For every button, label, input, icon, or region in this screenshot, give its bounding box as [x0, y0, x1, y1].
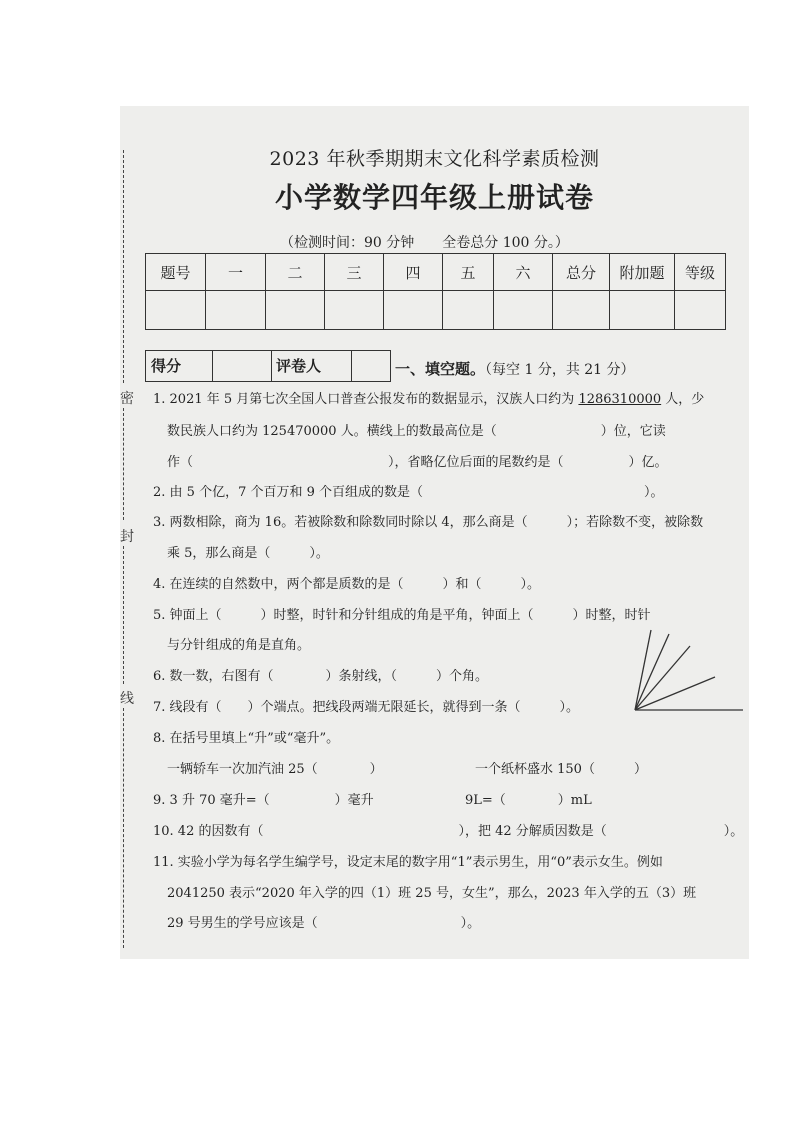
question-5-line-1: 5. 钟面上（ ）时整，时针和分针组成的角是平角，钟面上（ ）时整，时针 [153, 608, 651, 623]
seal-char-feng: 封 [120, 529, 134, 545]
score-table [145, 253, 726, 330]
underlined-number: 1286310000 [578, 392, 662, 407]
question-11-line-1: 11. 实验小学为每名学生编学号，设定末尾的数字用“1”表示男生，用“0”表示女生。例如 [153, 855, 663, 870]
score-blank-cell [675, 291, 726, 330]
score-blank-cell [443, 291, 494, 330]
question-5-line-2: 与分针组成的角是直角。 [167, 638, 311, 653]
exam-paper [120, 106, 749, 959]
score-blank-cell [266, 291, 325, 330]
score-label: 得分 [151, 357, 182, 375]
rays-figure [625, 624, 745, 714]
section-note: （每空 1 分，共 21 分） [485, 362, 635, 378]
question-10: 10. 42 的因数有（ ），把 42 分解质因数是（ ）。 [153, 824, 744, 839]
box-divider [351, 351, 352, 381]
question-1-text-end: 人，少 [665, 392, 705, 407]
seal-char-xian: 线 [120, 691, 134, 707]
question-1-text: 1. 2021 年 5 月第七次全国人口普查公报发布的数据显示，汉族人口约为 [153, 392, 575, 407]
section-title: 一、填空题。 [395, 360, 486, 378]
seal-char-mi: 密 [120, 391, 134, 407]
seal-dash-line [123, 546, 124, 684]
question-1-line-3: 作（ ），省略亿位后面的尾数约是（ ）亿。 [167, 455, 668, 470]
score-header-cell: 三 [325, 254, 384, 291]
exam-title: 小学数学四年级上册试卷 [274, 181, 594, 214]
box-divider [271, 351, 272, 381]
score-header-cell: 六 [494, 254, 553, 291]
score-header-cell: 二 [266, 254, 325, 291]
exam-info: （检测时间：90 分钟 全卷总分 100 分。） [280, 235, 569, 251]
question-7: 7. 线段有（ ）个端点。把线段两端无限延长，就得到一条（ ）。 [153, 700, 580, 715]
seal-dash-line [123, 708, 124, 948]
score-blank-cell [553, 291, 610, 330]
score-header-cell: 四 [384, 254, 443, 291]
score-table-header-row [146, 254, 726, 291]
question-11-line-2: 2041250 表示“2020 年入学的四（1）班 25 号，女生”，那么，2023 年入学的五（3）班 [167, 886, 697, 901]
grader-label: 评卷人 [276, 357, 322, 375]
score-header-cell: 题号 [146, 254, 206, 291]
score-blank-cell [206, 291, 266, 330]
question-8-item-b: 一个纸杯盛水 150（ ） [475, 762, 647, 777]
score-header-cell: 附加题 [610, 254, 675, 291]
question-8-item-a: 一辆轿车一次加汽油 25（ ） [167, 762, 383, 777]
score-blank-cell [494, 291, 553, 330]
score-table-blank-row [146, 291, 726, 330]
ray-line [635, 630, 651, 710]
box-divider [212, 351, 213, 381]
section-heading [395, 358, 635, 379]
question-2: 2. 由 5 个亿，7 个百万和 9 个百组成的数是（ ）。 [153, 485, 664, 500]
question-8-title: 8. 在括号里填上“升”或“毫升”。 [153, 731, 340, 746]
score-blank-cell [325, 291, 384, 330]
question-4: 4. 在连续的自然数中，两个都是质数的是（ ）和（ ）。 [153, 577, 541, 592]
question-1-line-2: 数民族人口约为 125470000 人。横线上的数最高位是（ ）位，它读 [167, 424, 666, 439]
score-header-cell: 总分 [553, 254, 610, 291]
question-6: 6. 数一数，右图有（ ）条射线，（ ）个角。 [153, 669, 489, 684]
score-blank-cell [610, 291, 675, 330]
score-blank-cell [146, 291, 206, 330]
question-1-line-1 [153, 392, 704, 408]
score-header-cell: 等级 [675, 254, 726, 291]
grader-box [145, 350, 391, 382]
score-blank-cell [384, 291, 443, 330]
score-header-cell: 一 [206, 254, 266, 291]
ray-line [635, 646, 690, 710]
question-3-line-2: 乘 5，那么商是（ ）。 [167, 546, 329, 561]
seal-dash-line [123, 408, 124, 520]
question-9-item-a: 9. 3 升 70 毫升=（ ）毫升 [153, 793, 374, 808]
score-header-cell: 五 [443, 254, 494, 291]
question-3-line-1: 3. 两数相除，商为 16。若被除数和除数同时除以 4，那么商是（ ）；若除数不变，被除数 [153, 515, 704, 530]
exam-subtitle: 2023 年秋季期期末文化科学素质检测 [269, 148, 600, 170]
question-9-item-b: 9L=（ ）mL [465, 793, 592, 808]
question-11-line-3: 29 号男生的学号应该是（ ）。 [167, 916, 481, 931]
